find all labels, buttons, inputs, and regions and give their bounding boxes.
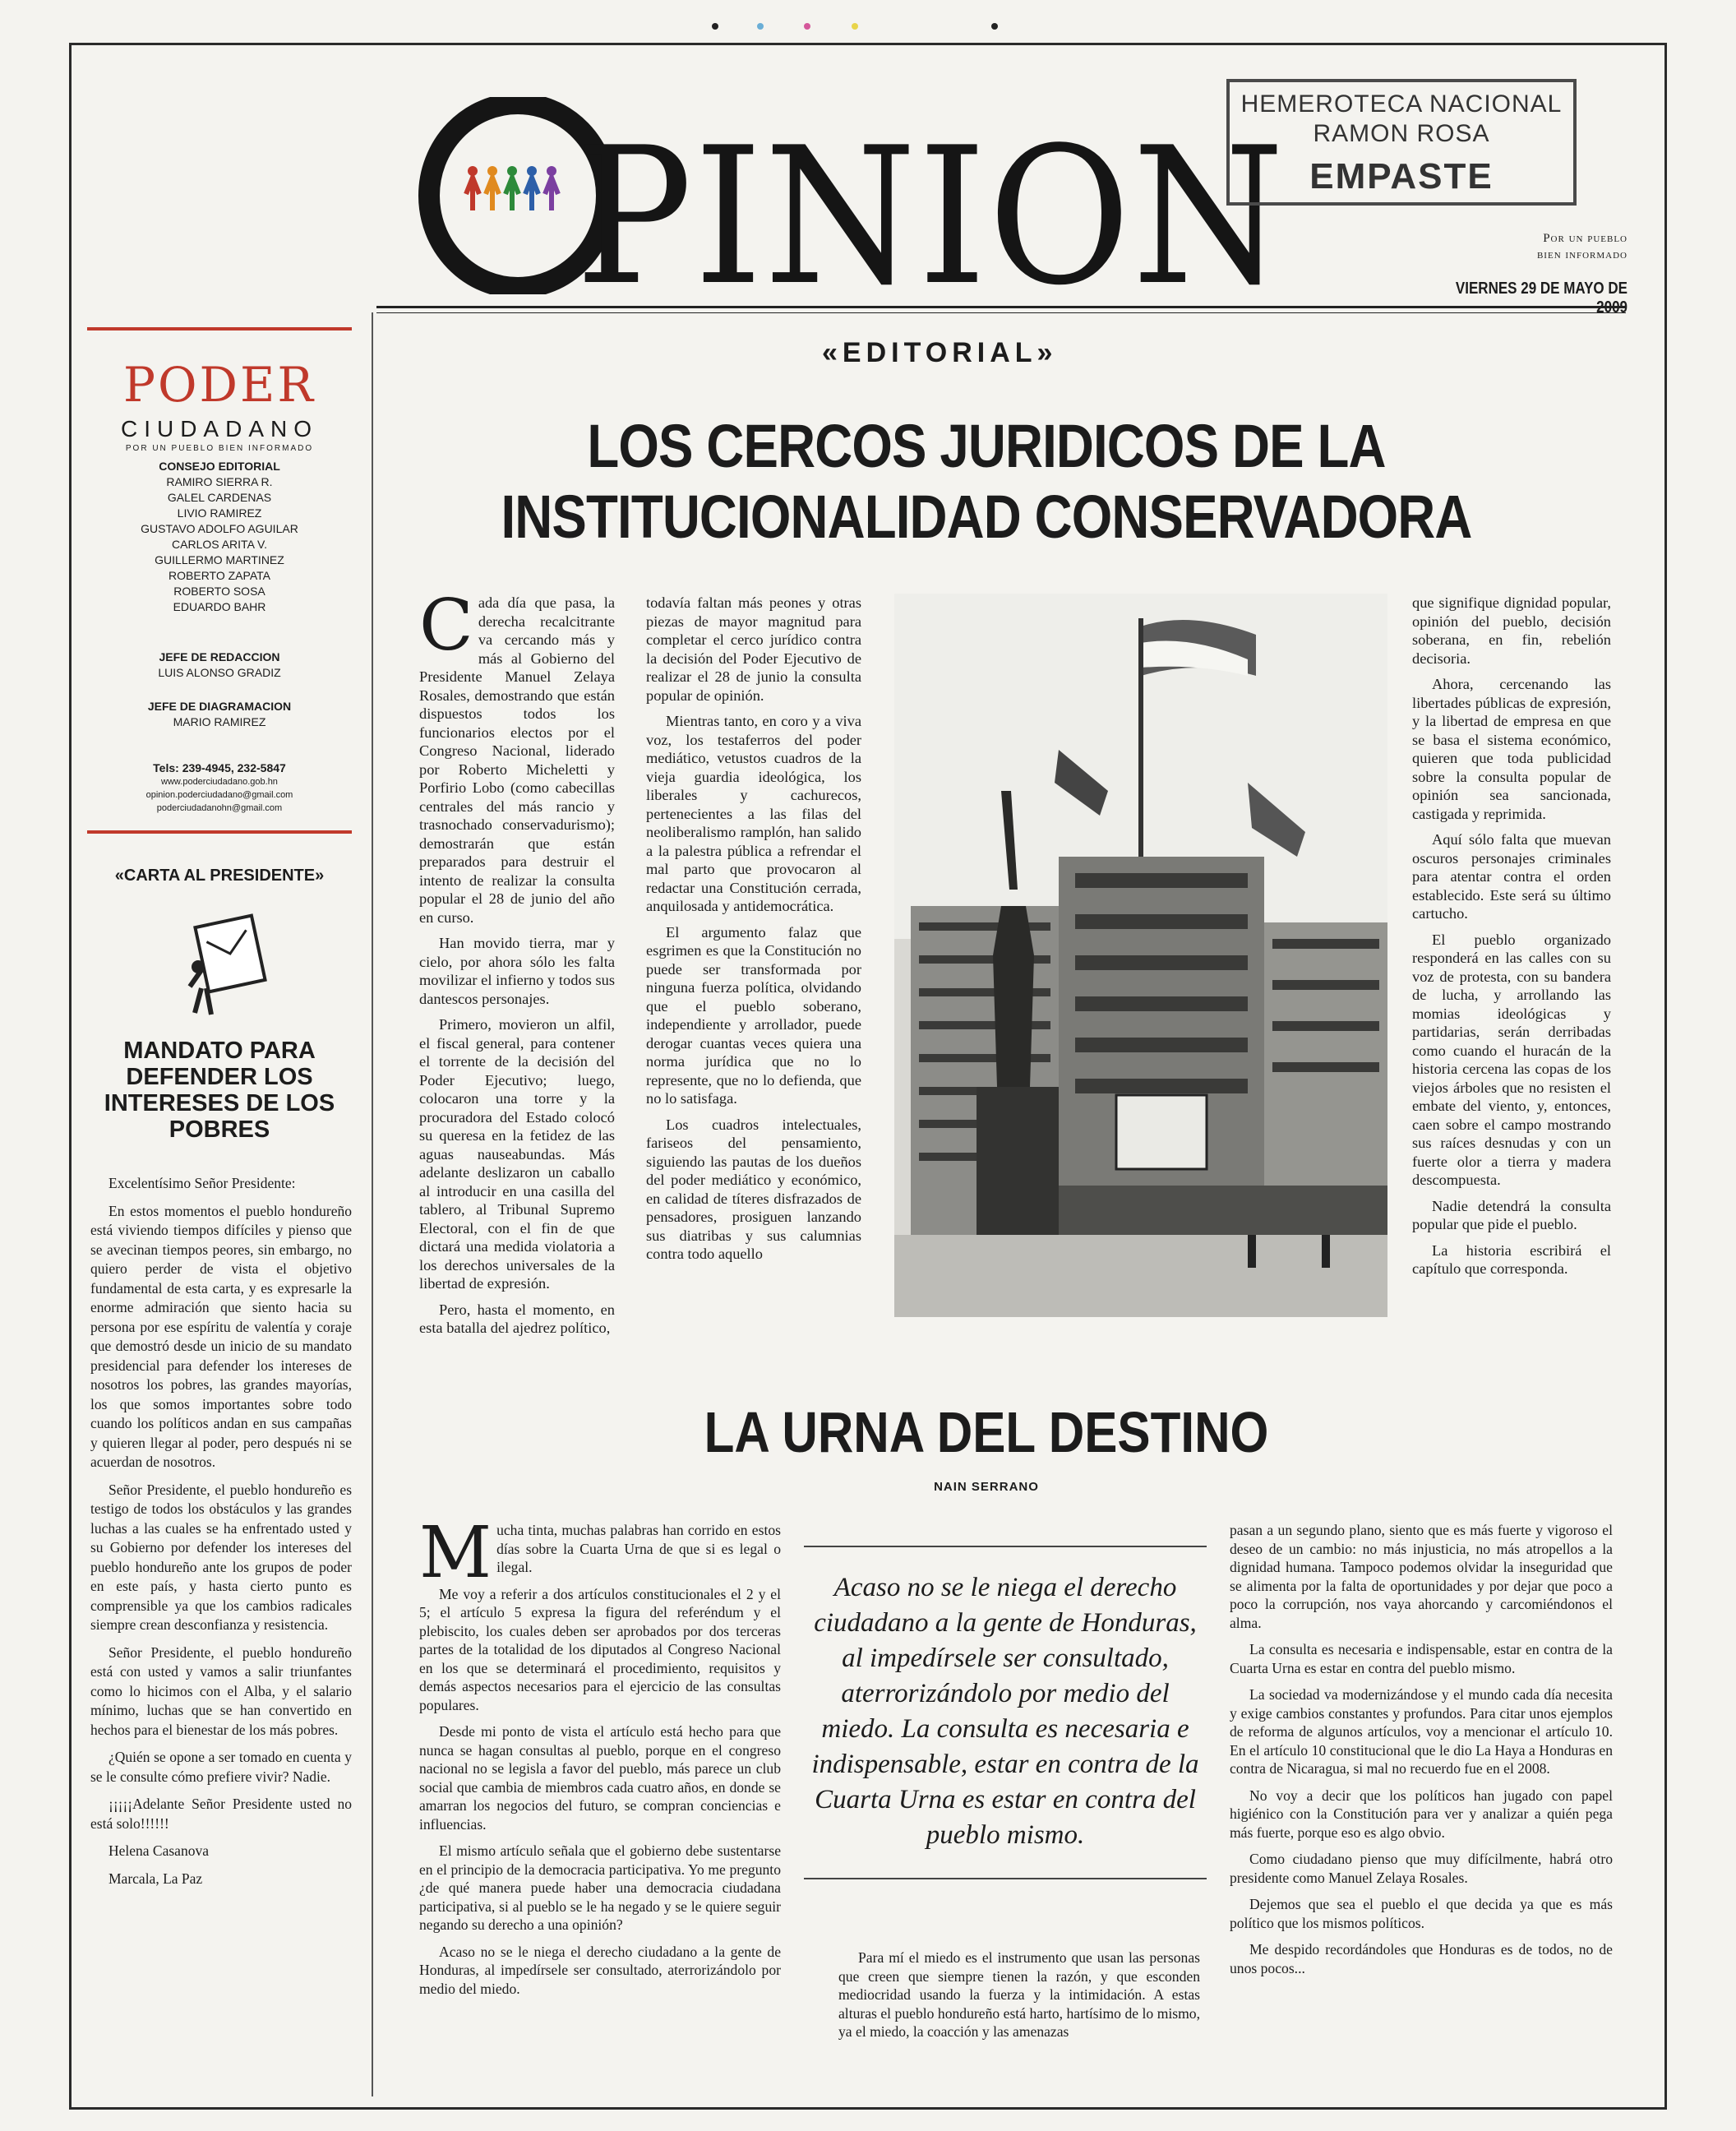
poder-logo-tag: POR UN PUEBLO BIEN INFORMADO — [125, 444, 314, 453]
registration-dot — [991, 23, 998, 30]
carta-body — [90, 1174, 352, 1897]
staff-name: GALEL CARDENAS — [167, 491, 272, 504]
government-building-photo — [894, 594, 1387, 1317]
paragraph: Me voy a referir a dos artículos constitucionales el 2 y el 5; el artículo 5 expresa la figura del referéndum y el plebiscito, los cuales deben ser aprobados por dos terceras partes de la totalidad de los diputados al Congreso Nacional en los que se determinará el procedimiento, requisitos y demás aspectos necesarios para el ejercicio de las consultas populares. — [419, 1585, 781, 1713]
issue-date: VIERNES 29 DE MAYO DE 2009 — [1455, 280, 1628, 317]
consejo-label: CONSEJO EDITORIAL — [159, 460, 280, 473]
paragraph: Ahora, cercenando las libertades públicas de expresión, y la libertad de empresa en que se basa el sistema económico, quieren que toda publicidad sobre la consulta popular de opinión sea sancionada, castigada y reprimida. — [1412, 676, 1611, 822]
paragraph: ada día que pasa, la derecha recalcitrante va cercando más y más al Gobierno del Presidente Manuel Zelaya Rosales, demostrando que están dispuestos todos los funcionarios electos por el Congreso Nacional, liderado por Roberto Micheletti y Porfirio Lobo (como cabecillas centrales del más rancio y trasnochado conservadurismo); demostrarán que están preparados para destruir el intento de realizar la consulta popular el 28 de junio del año en curso. — [419, 594, 615, 926]
jefe-redaccion-label: JEFE DE REDACCION — [159, 650, 280, 663]
contact-info — [87, 761, 352, 815]
paragraph: Para mí el miedo es el instrumento que usan las personas que creen que siempre tienen la razón, y que esconden mediocridad usando la fuerza y la intimidación. A estas alturas el pueblo hondureño está harto, hartísimo de lo mismo, ya el miedo, la coacción y las amenazas — [838, 1949, 1200, 2040]
column-rule — [372, 312, 373, 2096]
paragraph: Excelentísimo Señor Presidente: — [108, 1175, 296, 1191]
paragraph: El mismo artículo señala que el gobierno debe sustentarse en el principio de la democracia participativa. Yo me pregunto ¿de qué manera puede haber una democracia ciudadana participativa, si al pueblo se le ha negado y se le quiere seguir negando su derecho a una opinión? — [419, 1842, 781, 1933]
pull-quote: Acaso no se le niega el derecho ciudadano a la gente de Honduras, al impedírsele ser consultado, aterrorizándolo por medio del miedo. La consulta es necesaria e indispensable, estar en contra de la Cuarta Urna es estar en contra del pueblo mismo. — [804, 1546, 1207, 1879]
paragraph: Primero, movieron un alfil, el fiscal general, para contener el torrente de la decisión del Poder Ejecutivo; luego, colocaron una torre y la procuradora del Estado colocó su queresa en la fetidez de las aguas nauseabundas. Más adelante deslizaron un caballo al introducir en una casilla del tablero, al Tribunal Supremo Electoral, con el fin de que dictará una medida violatoria a los derechos universales de la libertad de expresión. — [419, 1016, 615, 1292]
staff-name: GUSTAVO ADOLFO AGUILAR — [141, 522, 298, 535]
editorial-column-3 — [1412, 594, 1611, 1286]
paragraph: ¿Quién se opone a ser tomado en cuenta y se le consulte cómo prefiere vivir? Nadie. — [90, 1749, 352, 1785]
poder-logo-sub: CIUDADANO — [120, 416, 318, 441]
paragraph: El argumento falaz que esgrimen es que la Constitución no puede ser transformada por ninguna fuerza política, olvidando que el pueblo soberano, independiente y arrollador, puede derogar cuantas veces quiera una norma jurídica que no lo represente, que no lo defienda, que no lo satisfaga. — [646, 923, 861, 1107]
tagline-line: Por un pueblo — [1543, 232, 1628, 245]
paragraph: La historia escribirá el capítulo que corresponda. — [1412, 1241, 1611, 1277]
registration-dot — [852, 23, 858, 30]
staff-name: RAMIRO SIERRA R. — [166, 475, 273, 488]
paragraph: que signifique dignidad popular, opinión del pueblo, decisión soberana, en fin, rebelión decisoria. — [1412, 594, 1611, 667]
registration-dot — [757, 23, 764, 30]
email: opinion.poderciudadano@gmail.com — [145, 790, 293, 800]
tagline-line: bien informado — [1536, 248, 1628, 261]
staff-name: LIVIO RAMIREZ — [177, 506, 262, 520]
paragraph: ucha tinta, muchas palabras han corrido en estos días sobre la Cuarta Urna de que si es legal o ilegal. — [496, 1522, 781, 1575]
red-rule — [87, 830, 352, 834]
masthead-tagline — [1463, 230, 1628, 263]
editorial-headline — [478, 411, 1495, 552]
jefe-redaccion — [87, 649, 352, 681]
staff-name: ROBERTO SOSA — [173, 585, 265, 598]
article-byline: NAIN SERRANO — [934, 1480, 1039, 1494]
stamp-line: EMPASTE — [1309, 156, 1494, 196]
staff-name: LUIS ALONSO GRADIZ — [158, 666, 281, 679]
staff-name: MARIO RAMIREZ — [173, 715, 266, 728]
masthead-title: PINION — [575, 108, 1286, 327]
consejo-editorial — [87, 459, 352, 615]
paragraph: Como ciudadano pienso que muy difícilmente, habrá otro presidente como Manuel Zelaya Rosales. — [1230, 1851, 1613, 1886]
staff-name: GUILLERMO MARTINEZ — [155, 553, 284, 566]
headline-line: LOS CERCOS JURIDICOS DE LA — [587, 412, 1386, 480]
editorial-column-2 — [646, 594, 861, 1271]
masthead-box — [87, 327, 352, 837]
archive-stamp — [1226, 79, 1577, 206]
paragraph: La consulta es necesaria e indispensable, estar en contra de la Cuarta Urna es estar en contra del pueblo mismo. — [1230, 1641, 1613, 1676]
registration-dot — [804, 23, 810, 30]
staff-name: ROBERTO ZAPATA — [169, 569, 270, 582]
masthead-rule — [376, 306, 1626, 313]
paragraph: pasan a un segundo plano, siento que es más fuerte y vigoroso el deseo de un cambio: no más injusticia, no más atropellos a la dignidad humana. Tampoco podemos olvidar la inseguridad que se alimenta por la falta de oportunidades y por dejar que poco a poco la corrupción, nos vaya ahorcando y carcomiéndonos el alma. — [1230, 1522, 1613, 1631]
drop-cap: M — [419, 1512, 492, 1594]
carta-section-label: «CARTA AL PRESIDENTE» — [114, 867, 325, 885]
paragraph: Mientras tanto, en coro y a viva voz, los testaferros del poder mediático, vetustos cuadros de la vieja guardia ideológica, los liberales y cachurecos, pertenecientes a las filas del neoliberalismo ramplón, han salido a la palestra pública a refrendar el mal parto que provocaron al redactar una Constitución cerrada, anquilosada y antidemocrática. — [646, 713, 861, 914]
urna-column-3 — [1230, 1521, 1613, 1985]
poder-logo: PODER — [122, 357, 316, 413]
red-rule — [87, 327, 352, 331]
paragraph: Nadie detendrá la consulta popular que pide el pueblo. — [1412, 1197, 1611, 1232]
paragraph: Pero, hasta el momento, en esta batalla del ajedrez político, — [419, 1301, 615, 1336]
signature-name: Helena Casanova — [108, 1842, 209, 1859]
paragraph: ¡¡¡¡¡Adelante Señor Presidente usted no está solo!!!!!! — [90, 1796, 352, 1832]
letter-carrier-illustration — [177, 913, 275, 1019]
paragraph: Desde mi ponto de vista el artículo está hecho para que nunca se hagan consultas al pueblo, porque en el congreso nacional no se legisla a favor del pueblo, más parece un club social que cambia de miembros cada cuatro años, en donde se amarran los negocios del futuro, se compran conciencias e influencias. — [419, 1723, 781, 1833]
paragraph: Los cuadros intelectuales, fariseos del pensamiento, siguiendo las pautas de los dueños del poder mediático y económico, en calidad de títeres disfrazados de pensadores, prosiguen lanzando sus diatribas y sus calumnias contra todo aquello — [646, 1116, 861, 1262]
paragraph: Me despido recordándoles que Honduras es de todos, no de unos pocos... — [1230, 1941, 1613, 1976]
signature-place: Marcala, La Paz — [108, 1870, 203, 1887]
stamp-line: HEMEROTECA NACIONAL — [1240, 90, 1563, 118]
urna-column-1 — [419, 1512, 781, 2006]
paragraph: Aquí sólo falta que muevan oscuros personajes criminales para atentar contra el orden establecido. Este será su último cartucho. — [1412, 831, 1611, 922]
editorial-label: «EDITORIAL» — [822, 337, 1058, 368]
staff-name: EDUARDO BAHR — [173, 600, 266, 613]
jefe-diagramacion-label: JEFE DE DIAGRAMACION — [147, 700, 292, 713]
article-headline: LA URNA DEL DESTINO — [704, 1400, 1269, 1464]
paragraph: Señor Presidente, el pueblo hondureño está con usted y vamos a salir triunfantes como lo hicimos con el Alba, y el salario mínimo, luchas que se han convertido en hechos para el bienestar de los más pobres. — [90, 1643, 352, 1738]
carta-headline: MANDATO PARA DEFENDER LOS INTERESES DE LOS POBRES — [104, 1038, 335, 1143]
paragraph: Dejemos que sea el pueblo el que decida ya que es más político que los mismos políticos. — [1230, 1896, 1613, 1931]
drop-cap: C — [419, 585, 473, 667]
registration-dot — [712, 23, 718, 30]
editorial-column-1 — [419, 585, 615, 1345]
paragraph: Han movido tierra, mar y cielo, por ahora sólo les falta movilizar el infierno y todos sus dantescos personajes. — [419, 935, 615, 1007]
paragraph: Acaso no se le niega el derecho ciudadano a la gente de Honduras, al impedírsele ser consultado, aterrorizándolo por medio del miedo. — [419, 1943, 781, 1997]
email: poderciudadanohn@gmail.com — [156, 803, 283, 813]
jefe-diagramacion — [87, 699, 352, 730]
headline-line: INSTITUCIONALIDAD CONSERVADORA — [501, 483, 1472, 551]
paragraph: El pueblo organizado responderá en las calles con su voz de protesta, con su bandera de lucha, y arrollando las momias ideológicas y partidarias, serán derribadas como cuando el huracán de la historia cercena las copas de los viejos árboles que no resisten el embate del viento, y, entonces, caen sobre el campo mostrando sus raíces desnudas y con un fuerte olor a tierra y madera descompuesta. — [1412, 931, 1611, 1188]
paragraph: En estos momentos el pueblo hondureño está viviendo tiempos difíciles y pienso que se avecinan tiempos peores, sin embargo, no quiero perder de vista el objetivo fundamental de esta carta, y es expresarle la enorme admiración que siento hacia su persona por ese espíritu de valentía y coraje que demostró desde un inicio de su mandato presidencial para defender los intereses de nosotros los pobres, las grandes mayorías, los que somos importantes sobre todo cuando los políticos andan en sus campañas y quieren llegar al poder, pero después ni se acuerdan de nosotros. — [90, 1202, 352, 1470]
urna-column-2 — [838, 1948, 1200, 2050]
stamp-line: RAMON ROSA — [1313, 120, 1490, 147]
paragraph: La sociedad va modernizándose y el mundo cada día necesita y exige cambios constantes y profundos. Para citar unos ejemplos de reforma de algunos artículos, voy a mencionar el artículo 10. En el artículo 10 constitucional que le dio La Haya a Honduras en contra de Nicaragua, si mal no recuerdo fue en el 2008. — [1230, 1686, 1613, 1777]
phone-numbers: Tels: 239-4945, 232-5847 — [153, 761, 286, 774]
staff-name: CARLOS ARITA V. — [172, 538, 267, 551]
paragraph: No voy a decir que los políticos han jugado con papel higiénico con la Constitución para ver y analizar a quién pega más fuerte, porque eso es algo obvio. — [1230, 1787, 1613, 1841]
website: www.poderciudadano.gob.hn — [161, 777, 278, 787]
paragraph: Señor Presidente, el pueblo hondureño es testigo de todos los obstáculos y las grandes luchas a las cuales se ha enfrentado usted y su Gobierno por defender los intereses del pueblo hondureño ante los grupos de poder en este país, y hasta cierto punto es comprensible ya que los cambios radicales siempre crean desconfianza y resistencia. — [90, 1481, 352, 1633]
paragraph: todavía faltan más peones y otras piezas de mayor magnitud para completar el cerco jurídico contra la decisión del Poder Ejecutivo de realizar el 28 de junio la consulta popular de opinión. — [646, 594, 861, 704]
